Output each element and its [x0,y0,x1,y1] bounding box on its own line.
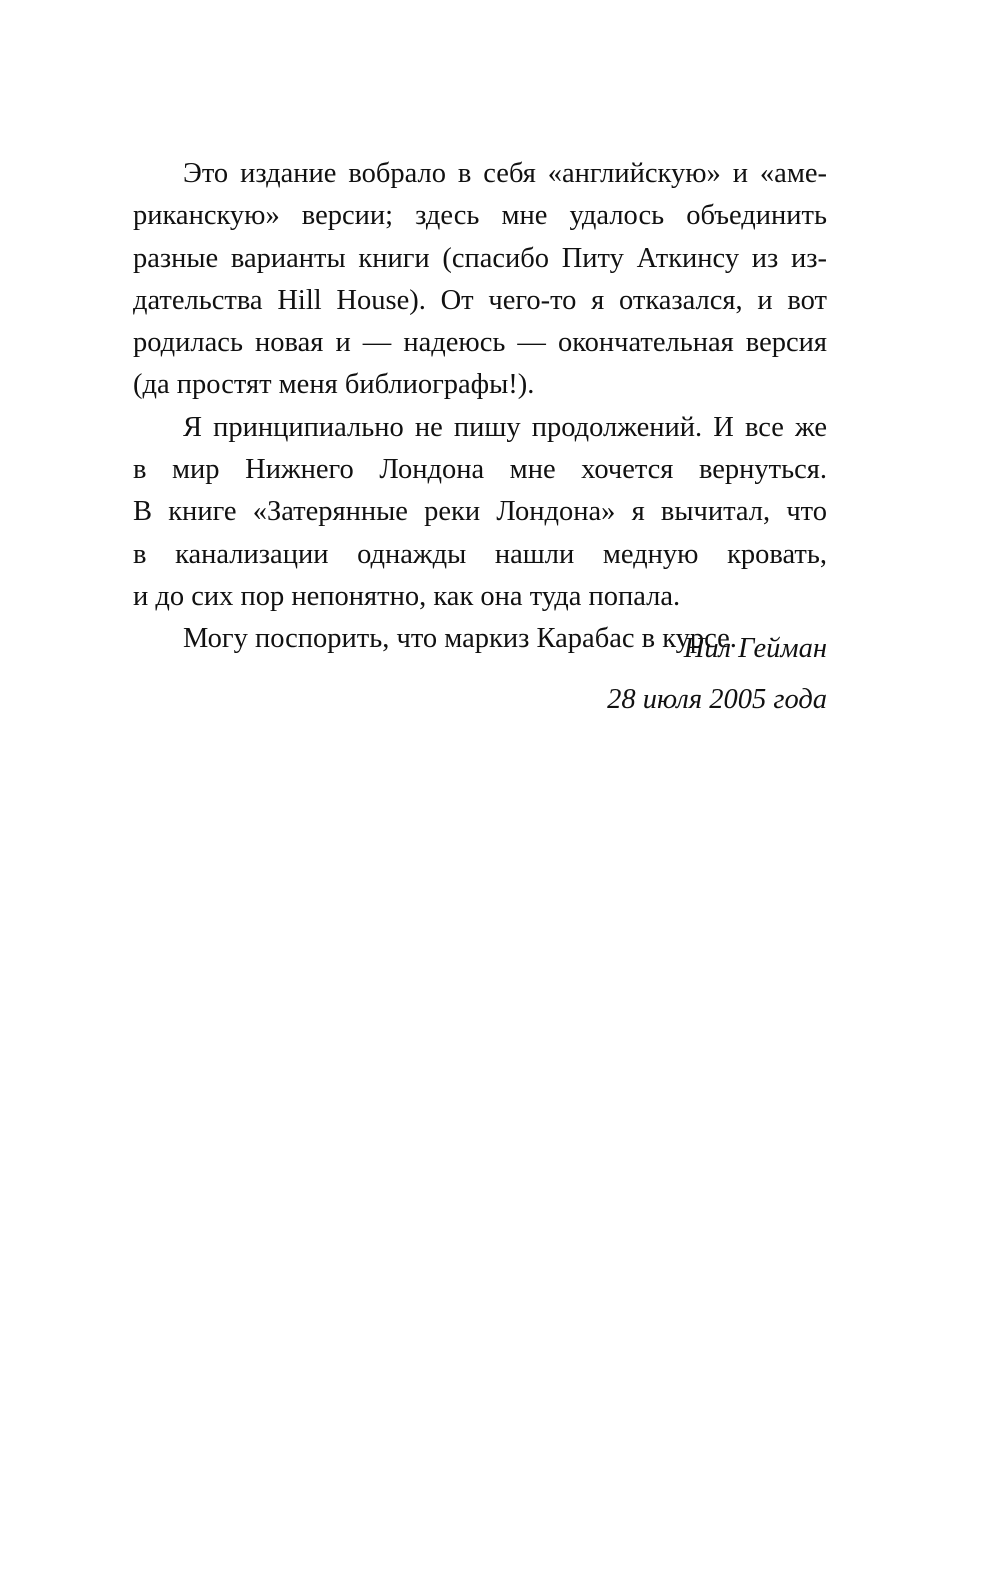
signature-author: Нил Гейман [683,633,827,664]
text-line: и до сих пор непонятно, как она туда попала. [133,580,681,612]
text-line: в канализации однажды нашли медную кровать, [133,538,827,570]
paragraph-sequels [133,407,827,618]
paragraph-editions [133,153,827,407]
signature-date: 28 июля 2005 года [607,684,827,715]
text-line: разные варианты книги (спасибо Питу Аткинсу из из- [133,242,827,274]
text-line: риканскую» версии; здесь мне удалось объединить [133,200,827,232]
text-line: родилась новая и — надеюсь — окончательная версия [133,327,827,359]
text-line: (да простят меня библиографы!). [133,369,535,401]
text-line: Это издание вобрало в себя «английскую» и «аме- [183,158,827,189]
text-line: в мир Нижнего Лондона мне хочется вернуться. [133,454,827,486]
text-line: Могу поспорить, что маркиз Карабас в курсе. [183,623,737,655]
text-line: Я принципиально не пишу продолжений. И все же [183,411,827,443]
text-line: дательства Hill House). От чего-то я отказался, и вот [133,284,827,316]
body-text [133,153,827,661]
text-line: В книге «Затерянные реки Лондона» я вычитал, что [133,496,827,528]
